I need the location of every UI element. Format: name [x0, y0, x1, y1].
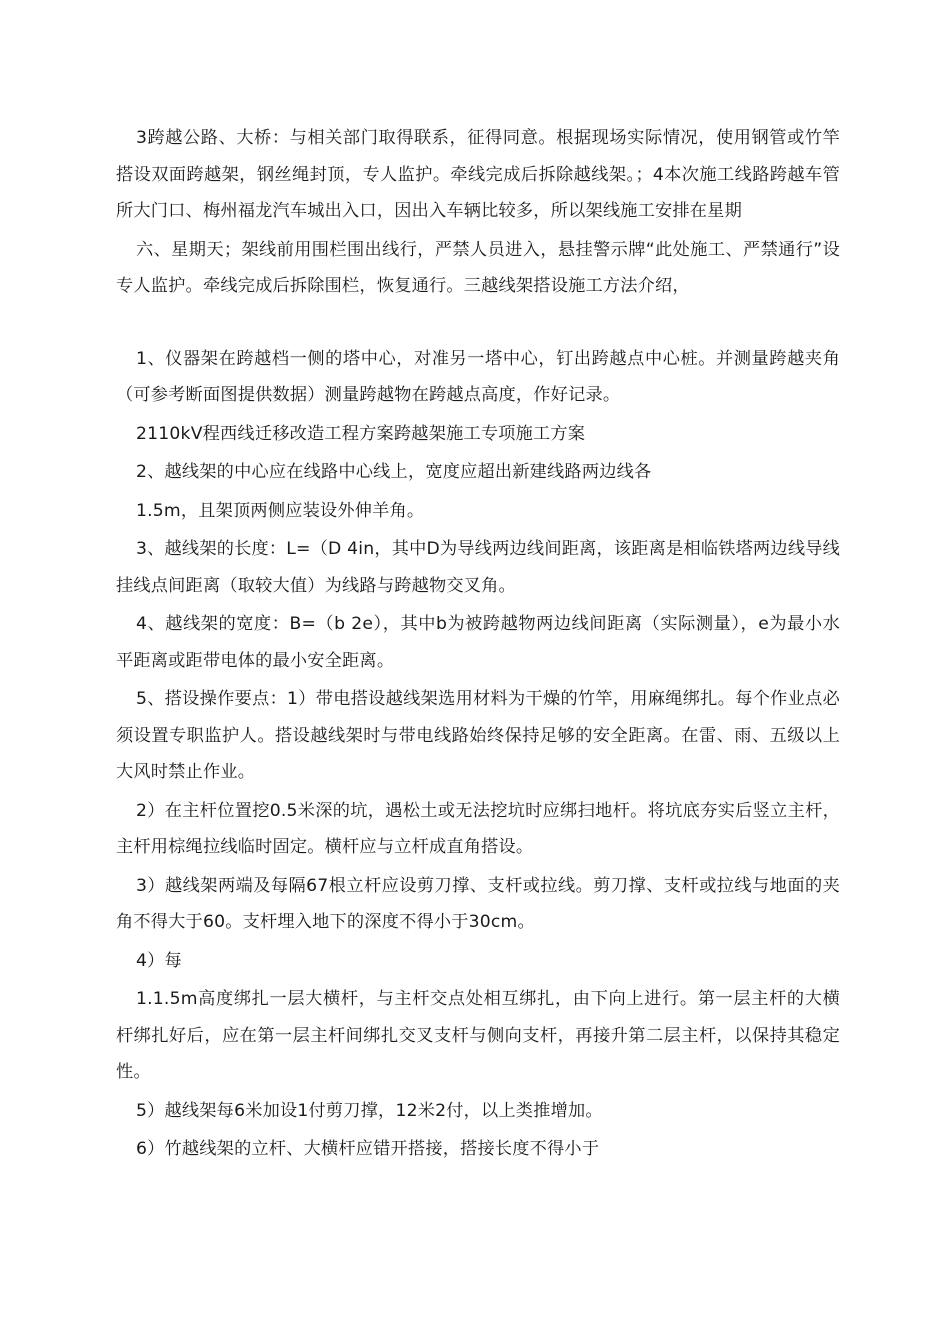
paragraph-project-title: 2110kV程西线迁移改造工程方案跨越架施工专项施工方案 [136, 423, 586, 444]
paragraph-substep-4: 4）每 [136, 950, 182, 971]
paragraph-substep-3: 3）越线架两端及每隔67根立杆应设剪刀撑、支杆或拉线。剪刀撑、支杆或拉线与地面的夹角不得大于60。支杆埋入地下的深度不得小于30cm。 [116, 875, 840, 932]
paragraph-substep-5: 5）越线架每6米加设1付剪刀撑，12米2付，以上类推增加。 [136, 1100, 603, 1121]
paragraph-substep-2: 2）在主杆位置挖0.5米深的坑，遇松土或无法挖坑时应绑扫地杆。将坑底夯实后竖立主杆，主杆用棕绳拉线临时固定。横杆应与立杆成直角搭设。 [116, 800, 840, 857]
paragraph-substep-4-cont: 1.1.5m高度绑扎一层大横杆，与主杆交点处相互绑扎，由下向上进行。第一层主杆的大横杆绑扎好后，应在第一层主杆间绑扎交叉支杆与侧向支杆，再接升第二层主杆，以保持其稳定性。 [116, 989, 840, 1082]
paragraph-step-5: 5、搭设操作要点：1）带电搭设越线架选用材料为干燥的竹竿，用麻绳绑扎。每个作业点必须设置专职监护人。搭设越线架时与带电线路始终保持足够的安全距离。在雷、雨、五级以上大风时禁止作业。 [116, 689, 840, 782]
document-body [116, 120, 840, 1170]
paragraph-weekend-construction: 六、星期天；架线前用围栏围出线行，严禁人员进入，悬挂警示牌“此处施工、严禁通行”设专人监护。牵线完成后拆除围栏，恢复通行。三越线架搭设施工方法介绍， [116, 239, 840, 296]
paragraph-step-2-cont: 1.5m，且架顶两侧应装设外伸羊角。 [136, 500, 425, 521]
paragraph-step-4: 4、越线架的宽度：B=（b 2e），其中b为被跨越物两边线间距离（实际测量），e为最小水平距离或距带电体的最小安全距离。 [116, 614, 840, 671]
paragraph-step-3: 3、越线架的长度：L=（D 4in，其中D为导线两边线间距离，该距离是相临铁塔两边线导线挂线点间距离（取较大值）为线路与跨越物交叉角。 [116, 539, 840, 596]
paragraph-gap [116, 307, 840, 341]
paragraph-step-1: 1、仪器架在跨越档一侧的塔中心，对准另一塔中心，钉出跨越点中心桩。并测量跨越夹角（可参考断面图提供数据）测量跨越物在跨越点高度，作好记录。 [116, 348, 840, 405]
paragraph-substep-6: 6）竹越线架的立杆、大横杆应错开搭接，搭接长度不得小于 [136, 1139, 600, 1159]
paragraph-crossing-road: 3跨越公路、大桥：与相关部门取得联系，征得同意。根据现场实际情况，使用钢管或竹竿搭设双面跨越架，钢丝绳封顶，专人监护。牵线完成后拆除越线架。；4本次施工线路跨越车管所大门口、梅州福龙汽车城出入口，因出入车辆比较多，所以架线施工安排在星期 [116, 128, 840, 221]
paragraph-step-2: 2、越线架的中心应在线路中心线上，宽度应超出新建线路两边线各 [136, 462, 652, 482]
